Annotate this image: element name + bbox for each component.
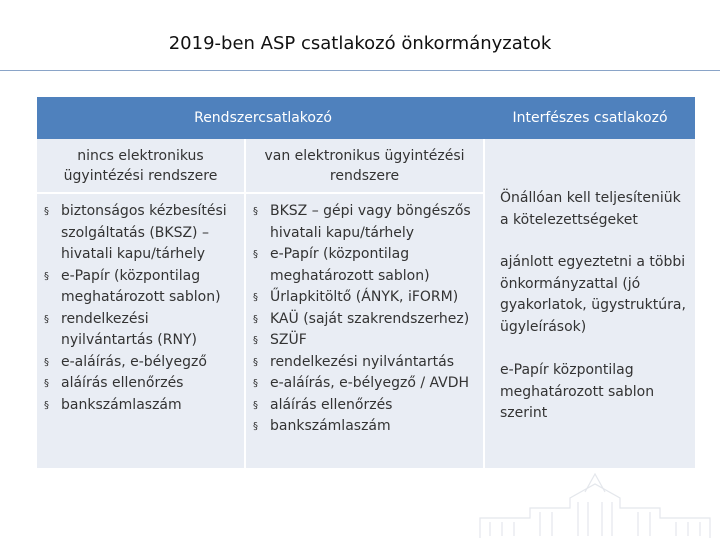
subheader-no-system [37, 139, 244, 192]
list-item [249, 416, 481, 438]
list-item-text: rendelkezési nyilvántartás [270, 353, 455, 370]
page-title: 2019-ben ASP csatlakozó önkormányzatok [168, 33, 552, 54]
parliament-building-illustration [470, 470, 720, 540]
list-item [249, 395, 481, 417]
bullet-icon: § [44, 313, 49, 325]
list-item [40, 266, 240, 309]
list-item-text: aláírás ellenőrzés [270, 396, 393, 413]
list-item-text: e-aláírás, e-bélyegző [61, 353, 207, 370]
subheader-no-system-text: nincs elektronikus ügyintézési rendszere [63, 147, 218, 184]
bullet-icon: § [44, 399, 49, 411]
list-item [40, 352, 240, 374]
list-item [40, 201, 240, 266]
list-item [249, 330, 481, 352]
list-item [249, 309, 481, 331]
bullet-icon: § [44, 206, 49, 217]
bullet-icon: § [253, 313, 258, 325]
bullet-icon: § [253, 206, 258, 217]
list-no-system [40, 201, 240, 416]
list-item [40, 373, 240, 395]
header-interface-connector: Interfészes csatlakozó [485, 97, 695, 139]
list-has-system [249, 201, 481, 438]
list-item-text: aláírás ellenőrzés [61, 375, 184, 391]
list-item-text: Űrlapkitöltő (ÁNYK, iFORM) [270, 289, 459, 305]
list-item [249, 287, 481, 309]
list-item-text: biztonságos kézbesítési szolgáltatás (BKSZ) – hivatali kapu/tárhely [61, 203, 227, 262]
list-item [249, 352, 481, 374]
bullet-icon: § [253, 292, 258, 303]
bullet-icon: § [253, 421, 258, 432]
list-item [249, 373, 481, 395]
list-item-text: BKSZ – gépi vagy böngészős hivatali kapu/tárhely [270, 203, 471, 241]
list-item [40, 309, 240, 352]
interface-note-1: Önállóan kell teljesíteniük a kötelezettségeket [500, 190, 681, 228]
list-item [249, 244, 481, 287]
list-item-text: SZÜF [270, 332, 307, 348]
bullet-icon: § [253, 378, 258, 389]
interface-note-2: ajánlott egyeztetni a többi önkormányzattal (jó gyakorlatok, ügystruktúra, ügyleírások) [500, 254, 686, 335]
list-item-text: bankszámlaszám [270, 418, 391, 434]
list-item [40, 395, 240, 417]
bullet-icon: § [253, 335, 258, 346]
title-divider [0, 70, 720, 71]
list-item-text: rendelkezési nyilvántartás (RNY) [61, 310, 197, 348]
list-item-text: bankszámlaszám [61, 396, 182, 413]
bullet-icon: § [253, 249, 258, 260]
list-item-text: KAÜ (saját szakrendszerhez) [270, 310, 470, 327]
list-item [249, 201, 481, 244]
header-system-connector: Rendszercsatlakozó [37, 97, 489, 139]
subheader-has-system [246, 139, 483, 192]
list-item-text: e-Papír (központilag meghatározott sablon) [270, 246, 430, 284]
interface-note-3: e-Papír központilag meghatározott sablon szerint [500, 362, 655, 421]
list-item-text: e-Papír (központilag meghatározott sablon) [61, 267, 221, 305]
subheader-has-system-text: van elektronikus ügyintézési rendszere [264, 147, 465, 184]
bullet-icon: § [253, 399, 258, 411]
bullet-icon: § [253, 356, 258, 368]
bullet-icon: § [44, 356, 49, 368]
bullet-icon: § [44, 378, 49, 389]
list-item-text: e-aláírás, e-bélyegző / AVDH [270, 375, 470, 391]
bullet-icon: § [44, 270, 49, 282]
